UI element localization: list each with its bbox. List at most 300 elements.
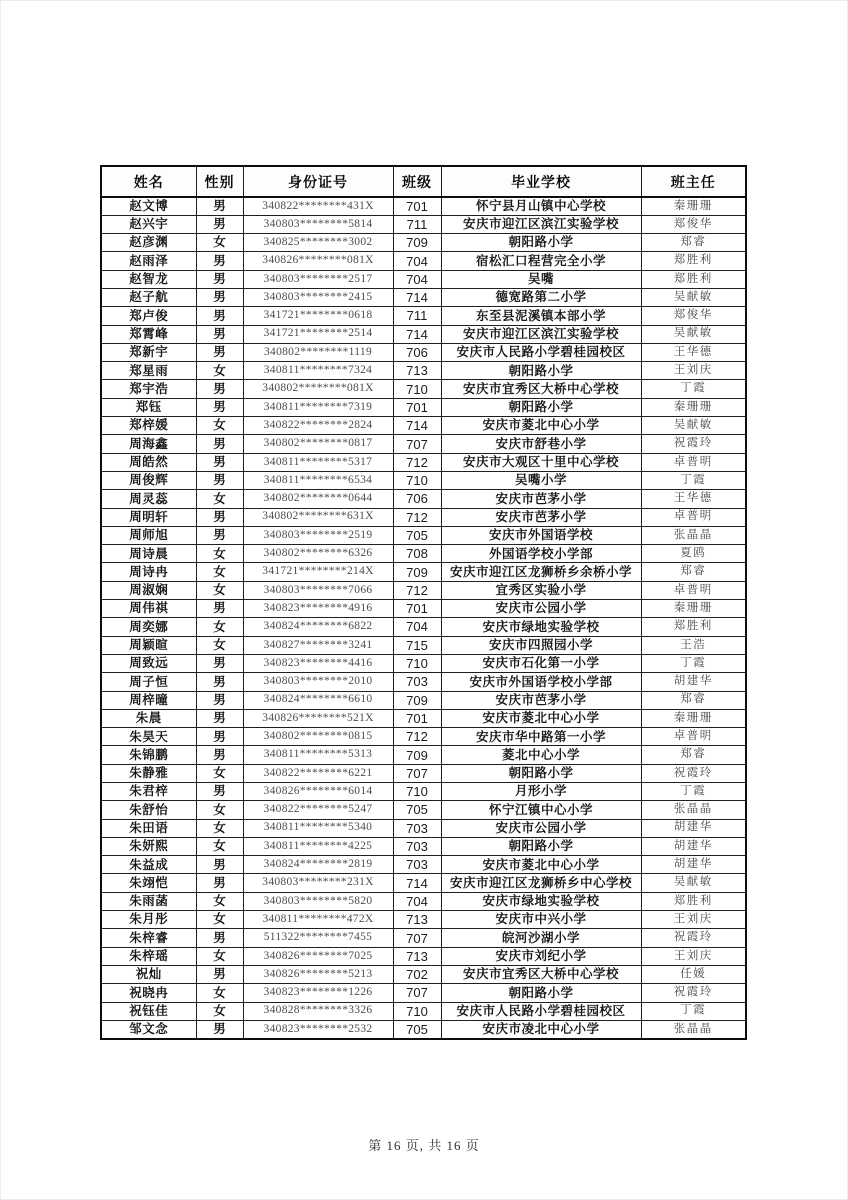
cell-class: 701 bbox=[393, 709, 441, 727]
cell-teacher: 胡建华 bbox=[641, 856, 746, 874]
cell-id-number: 340803********2010 bbox=[243, 673, 393, 691]
table-row bbox=[101, 545, 746, 563]
cell-teacher: 吴献敏 bbox=[641, 288, 746, 306]
cell-class: 708 bbox=[393, 545, 441, 563]
cell-teacher: 秦珊珊 bbox=[641, 600, 746, 618]
cell-school: 安庆市迎江区龙狮桥乡中心学校 bbox=[441, 874, 641, 892]
cell-id-number: 340802********1119 bbox=[243, 343, 393, 361]
table-row bbox=[101, 636, 746, 654]
cell-id-number: 340802********0644 bbox=[243, 490, 393, 508]
cell-gender: 男 bbox=[196, 435, 243, 453]
cell-id-number: 340811********7319 bbox=[243, 398, 393, 416]
cell-name: 周梓曈 bbox=[101, 691, 196, 709]
cell-school: 安庆市宜秀区大桥中心学校 bbox=[441, 965, 641, 983]
cell-id-number: 340803********2415 bbox=[243, 288, 393, 306]
cell-name: 郑钰 bbox=[101, 398, 196, 416]
cell-class: 714 bbox=[393, 288, 441, 306]
cell-teacher: 王刘庆 bbox=[641, 911, 746, 929]
cell-id-number: 340827********3241 bbox=[243, 636, 393, 654]
cell-teacher: 郑睿 bbox=[641, 691, 746, 709]
cell-teacher: 丁霞 bbox=[641, 783, 746, 801]
cell-name: 朱益成 bbox=[101, 856, 196, 874]
cell-class: 703 bbox=[393, 819, 441, 837]
column-header-id-number: 身份证号 bbox=[243, 166, 393, 197]
cell-teacher: 胡建华 bbox=[641, 819, 746, 837]
cell-school: 朝阳路小学 bbox=[441, 398, 641, 416]
cell-name: 周奕娜 bbox=[101, 618, 196, 636]
cell-school: 安庆市华中路第一小学 bbox=[441, 728, 641, 746]
cell-school: 朝阳路小学 bbox=[441, 764, 641, 782]
cell-school: 安庆市凌北中心小学 bbox=[441, 1020, 641, 1038]
cell-gender: 男 bbox=[196, 325, 243, 343]
table-row bbox=[101, 490, 746, 508]
cell-name: 周致远 bbox=[101, 654, 196, 672]
cell-name: 周明轩 bbox=[101, 508, 196, 526]
cell-gender: 女 bbox=[196, 636, 243, 654]
column-header-class: 班级 bbox=[393, 166, 441, 197]
cell-class: 710 bbox=[393, 1002, 441, 1020]
cell-teacher: 张晶晶 bbox=[641, 1020, 746, 1038]
cell-class: 705 bbox=[393, 1020, 441, 1038]
cell-name: 周淑娴 bbox=[101, 581, 196, 599]
column-header-gender: 性别 bbox=[196, 166, 243, 197]
table-row bbox=[101, 343, 746, 361]
cell-id-number: 340826********5213 bbox=[243, 965, 393, 983]
table-row bbox=[101, 618, 746, 636]
cell-id-number: 340823********4416 bbox=[243, 654, 393, 672]
cell-name: 朱田语 bbox=[101, 819, 196, 837]
cell-teacher: 郑睿 bbox=[641, 746, 746, 764]
cell-school: 安庆市迎江区龙狮桥乡余桥小学 bbox=[441, 563, 641, 581]
cell-name: 朱舒怡 bbox=[101, 801, 196, 819]
cell-class: 714 bbox=[393, 874, 441, 892]
cell-gender: 男 bbox=[196, 929, 243, 947]
cell-name: 祝晓冉 bbox=[101, 984, 196, 1002]
cell-class: 703 bbox=[393, 837, 441, 855]
cell-gender: 女 bbox=[196, 801, 243, 819]
cell-gender: 女 bbox=[196, 581, 243, 599]
cell-id-number: 340822********431X bbox=[243, 197, 393, 215]
student-roster-table bbox=[100, 165, 747, 1040]
cell-teacher: 郑胜利 bbox=[641, 270, 746, 288]
cell-class: 709 bbox=[393, 746, 441, 764]
cell-name: 周灵蕊 bbox=[101, 490, 196, 508]
cell-gender: 女 bbox=[196, 947, 243, 965]
cell-name: 朱昊天 bbox=[101, 728, 196, 746]
cell-school: 月形小学 bbox=[441, 783, 641, 801]
cell-school: 安庆市迎江区滨江实验学校 bbox=[441, 215, 641, 233]
cell-name: 周颖暄 bbox=[101, 636, 196, 654]
cell-name: 郑宇浩 bbox=[101, 380, 196, 398]
cell-class: 711 bbox=[393, 215, 441, 233]
cell-id-number: 340824********6610 bbox=[243, 691, 393, 709]
cell-name: 朱梓瑶 bbox=[101, 947, 196, 965]
table-row bbox=[101, 984, 746, 1002]
cell-id-number: 511322********7455 bbox=[243, 929, 393, 947]
cell-class: 710 bbox=[393, 783, 441, 801]
cell-class: 711 bbox=[393, 307, 441, 325]
cell-name: 赵子航 bbox=[101, 288, 196, 306]
table-row bbox=[101, 691, 746, 709]
cell-school: 怀宁县月山镇中心学校 bbox=[441, 197, 641, 215]
cell-class: 707 bbox=[393, 435, 441, 453]
table-row bbox=[101, 325, 746, 343]
cell-name: 赵兴宇 bbox=[101, 215, 196, 233]
table-row bbox=[101, 965, 746, 983]
cell-id-number: 340811********5340 bbox=[243, 819, 393, 837]
cell-teacher: 王刘庆 bbox=[641, 947, 746, 965]
cell-teacher: 胡建华 bbox=[641, 673, 746, 691]
cell-name: 赵彦渊 bbox=[101, 234, 196, 252]
cell-class: 710 bbox=[393, 471, 441, 489]
cell-school: 安庆市舒巷小学 bbox=[441, 435, 641, 453]
cell-teacher: 卓普明 bbox=[641, 453, 746, 471]
cell-name: 朱锦鹏 bbox=[101, 746, 196, 764]
cell-teacher: 秦珊珊 bbox=[641, 709, 746, 727]
cell-school: 安庆市芭茅小学 bbox=[441, 490, 641, 508]
cell-id-number: 340811********4225 bbox=[243, 837, 393, 855]
cell-class: 709 bbox=[393, 234, 441, 252]
cell-teacher: 王浩 bbox=[641, 636, 746, 654]
table-row bbox=[101, 673, 746, 691]
cell-name: 祝灿 bbox=[101, 965, 196, 983]
cell-id-number: 340826********081X bbox=[243, 252, 393, 270]
cell-school: 安庆市石化第一小学 bbox=[441, 654, 641, 672]
cell-name: 朱妍熙 bbox=[101, 837, 196, 855]
cell-gender: 男 bbox=[196, 874, 243, 892]
cell-class: 710 bbox=[393, 380, 441, 398]
cell-gender: 女 bbox=[196, 837, 243, 855]
table-row bbox=[101, 398, 746, 416]
cell-class: 709 bbox=[393, 563, 441, 581]
table-row bbox=[101, 728, 746, 746]
cell-class: 705 bbox=[393, 801, 441, 819]
column-header-name: 姓名 bbox=[101, 166, 196, 197]
cell-id-number: 340803********5814 bbox=[243, 215, 393, 233]
cell-teacher: 张晶晶 bbox=[641, 801, 746, 819]
cell-id-number: 340811********472X bbox=[243, 911, 393, 929]
cell-school: 安庆市绿地实验学校 bbox=[441, 618, 641, 636]
cell-school: 宿松汇口程营完全小学 bbox=[441, 252, 641, 270]
cell-school: 安庆市宜秀区大桥中心学校 bbox=[441, 380, 641, 398]
cell-name: 朱月彤 bbox=[101, 911, 196, 929]
cell-id-number: 340823********4916 bbox=[243, 600, 393, 618]
cell-gender: 男 bbox=[196, 1020, 243, 1038]
cell-class: 704 bbox=[393, 892, 441, 910]
table-row bbox=[101, 783, 746, 801]
table-row bbox=[101, 453, 746, 471]
cell-school: 安庆市芭茅小学 bbox=[441, 691, 641, 709]
cell-school: 德宽路第二小学 bbox=[441, 288, 641, 306]
cell-school: 安庆市中兴小学 bbox=[441, 911, 641, 929]
column-header-school: 毕业学校 bbox=[441, 166, 641, 197]
cell-name: 赵智龙 bbox=[101, 270, 196, 288]
cell-school: 安庆市刘纪小学 bbox=[441, 947, 641, 965]
cell-gender: 男 bbox=[196, 307, 243, 325]
table-row bbox=[101, 307, 746, 325]
cell-id-number: 340822********2824 bbox=[243, 417, 393, 435]
cell-id-number: 340826********6014 bbox=[243, 783, 393, 801]
table-row bbox=[101, 417, 746, 435]
cell-id-number: 340822********6221 bbox=[243, 764, 393, 782]
cell-gender: 男 bbox=[196, 197, 243, 215]
cell-teacher: 郑胜利 bbox=[641, 252, 746, 270]
table-row bbox=[101, 215, 746, 233]
cell-class: 704 bbox=[393, 270, 441, 288]
table-row bbox=[101, 911, 746, 929]
cell-class: 702 bbox=[393, 965, 441, 983]
cell-class: 715 bbox=[393, 636, 441, 654]
cell-name: 朱梓睿 bbox=[101, 929, 196, 947]
table-row bbox=[101, 234, 746, 252]
cell-id-number: 340824********6822 bbox=[243, 618, 393, 636]
cell-id-number: 340823********1226 bbox=[243, 984, 393, 1002]
cell-name: 周皓然 bbox=[101, 453, 196, 471]
cell-school: 宜秀区实验小学 bbox=[441, 581, 641, 599]
cell-gender: 女 bbox=[196, 618, 243, 636]
cell-class: 713 bbox=[393, 947, 441, 965]
table-row bbox=[101, 947, 746, 965]
cell-class: 712 bbox=[393, 581, 441, 599]
cell-id-number: 340803********5820 bbox=[243, 892, 393, 910]
cell-school: 朝阳路小学 bbox=[441, 362, 641, 380]
table-row bbox=[101, 892, 746, 910]
cell-teacher: 郑胜利 bbox=[641, 618, 746, 636]
cell-teacher: 王华德 bbox=[641, 343, 746, 361]
cell-id-number: 340802********081X bbox=[243, 380, 393, 398]
cell-gender: 男 bbox=[196, 343, 243, 361]
cell-school: 外国语学校小学部 bbox=[441, 545, 641, 563]
cell-class: 712 bbox=[393, 453, 441, 471]
cell-school: 安庆市菱北中心小学 bbox=[441, 856, 641, 874]
cell-id-number: 340826********521X bbox=[243, 709, 393, 727]
table-row bbox=[101, 508, 746, 526]
cell-class: 701 bbox=[393, 600, 441, 618]
table-row bbox=[101, 819, 746, 837]
cell-id-number: 341721********2514 bbox=[243, 325, 393, 343]
cell-school: 安庆市大观区十里中心学校 bbox=[441, 453, 641, 471]
cell-school: 怀宁江镇中心小学 bbox=[441, 801, 641, 819]
cell-school: 安庆市芭茅小学 bbox=[441, 508, 641, 526]
cell-school: 安庆市绿地实验学校 bbox=[441, 892, 641, 910]
cell-class: 709 bbox=[393, 691, 441, 709]
cell-gender: 男 bbox=[196, 380, 243, 398]
cell-id-number: 340824********2819 bbox=[243, 856, 393, 874]
cell-name: 祝钰佳 bbox=[101, 1002, 196, 1020]
cell-teacher: 吴献敏 bbox=[641, 417, 746, 435]
cell-teacher: 吴献敏 bbox=[641, 325, 746, 343]
cell-class: 705 bbox=[393, 526, 441, 544]
cell-gender: 男 bbox=[196, 856, 243, 874]
cell-teacher: 卓普明 bbox=[641, 508, 746, 526]
cell-id-number: 340803********2519 bbox=[243, 526, 393, 544]
cell-teacher: 王华德 bbox=[641, 490, 746, 508]
table-row bbox=[101, 1002, 746, 1020]
cell-school: 皖河沙湖小学 bbox=[441, 929, 641, 947]
cell-school: 东至县泥溪镇本部小学 bbox=[441, 307, 641, 325]
cell-id-number: 340803********2517 bbox=[243, 270, 393, 288]
cell-id-number: 340802********0815 bbox=[243, 728, 393, 746]
table-row bbox=[101, 600, 746, 618]
cell-class: 713 bbox=[393, 911, 441, 929]
cell-gender: 女 bbox=[196, 911, 243, 929]
cell-name: 朱静雅 bbox=[101, 764, 196, 782]
cell-school: 安庆市公园小学 bbox=[441, 600, 641, 618]
cell-name: 周伟祺 bbox=[101, 600, 196, 618]
cell-gender: 女 bbox=[196, 984, 243, 1002]
cell-teacher: 祝霞玲 bbox=[641, 929, 746, 947]
cell-class: 704 bbox=[393, 252, 441, 270]
cell-teacher: 任媛 bbox=[641, 965, 746, 983]
cell-name: 周诗冉 bbox=[101, 563, 196, 581]
table-row bbox=[101, 197, 746, 215]
cell-gender: 男 bbox=[196, 673, 243, 691]
cell-name: 周子恒 bbox=[101, 673, 196, 691]
cell-gender: 女 bbox=[196, 490, 243, 508]
cell-name: 朱翊恺 bbox=[101, 874, 196, 892]
table-row bbox=[101, 362, 746, 380]
cell-gender: 男 bbox=[196, 691, 243, 709]
cell-id-number: 340811********5313 bbox=[243, 746, 393, 764]
cell-teacher: 丁霞 bbox=[641, 380, 746, 398]
cell-name: 周俊辉 bbox=[101, 471, 196, 489]
table-row bbox=[101, 526, 746, 544]
cell-gender: 男 bbox=[196, 746, 243, 764]
cell-gender: 女 bbox=[196, 417, 243, 435]
table-row bbox=[101, 380, 746, 398]
cell-class: 712 bbox=[393, 508, 441, 526]
table-row bbox=[101, 270, 746, 288]
cell-name: 周诗晨 bbox=[101, 545, 196, 563]
cell-gender: 男 bbox=[196, 215, 243, 233]
cell-name: 赵文博 bbox=[101, 197, 196, 215]
cell-teacher: 祝霞玲 bbox=[641, 764, 746, 782]
cell-id-number: 340823********2532 bbox=[243, 1020, 393, 1038]
table-row bbox=[101, 435, 746, 453]
cell-class: 703 bbox=[393, 856, 441, 874]
cell-name: 朱晨 bbox=[101, 709, 196, 727]
cell-teacher: 郑胜利 bbox=[641, 892, 746, 910]
cell-gender: 男 bbox=[196, 453, 243, 471]
cell-gender: 女 bbox=[196, 362, 243, 380]
table-row bbox=[101, 563, 746, 581]
table-header-row bbox=[101, 166, 746, 197]
table-row bbox=[101, 252, 746, 270]
cell-gender: 男 bbox=[196, 288, 243, 306]
cell-school: 吴嘴小学 bbox=[441, 471, 641, 489]
cell-id-number: 340802********0817 bbox=[243, 435, 393, 453]
cell-id-number: 340825********3002 bbox=[243, 234, 393, 252]
cell-teacher: 郑俊华 bbox=[641, 307, 746, 325]
cell-class: 707 bbox=[393, 764, 441, 782]
cell-name: 周海鑫 bbox=[101, 435, 196, 453]
cell-gender: 男 bbox=[196, 270, 243, 288]
cell-teacher: 丁霞 bbox=[641, 1002, 746, 1020]
cell-class: 707 bbox=[393, 929, 441, 947]
cell-class: 701 bbox=[393, 398, 441, 416]
cell-gender: 女 bbox=[196, 892, 243, 910]
cell-teacher: 胡建华 bbox=[641, 837, 746, 855]
cell-school: 安庆市人民路小学碧桂园校区 bbox=[441, 343, 641, 361]
table-row bbox=[101, 581, 746, 599]
table-row bbox=[101, 801, 746, 819]
table-row bbox=[101, 471, 746, 489]
cell-gender: 男 bbox=[196, 526, 243, 544]
cell-class: 706 bbox=[393, 343, 441, 361]
cell-name: 朱雨菡 bbox=[101, 892, 196, 910]
cell-school: 安庆市菱北中心小学 bbox=[441, 709, 641, 727]
table-row bbox=[101, 856, 746, 874]
cell-id-number: 340802********6326 bbox=[243, 545, 393, 563]
cell-gender: 男 bbox=[196, 709, 243, 727]
cell-school: 安庆市公园小学 bbox=[441, 819, 641, 837]
cell-class: 704 bbox=[393, 618, 441, 636]
cell-id-number: 340803********7066 bbox=[243, 581, 393, 599]
cell-gender: 女 bbox=[196, 563, 243, 581]
cell-class: 701 bbox=[393, 197, 441, 215]
cell-school: 朝阳路小学 bbox=[441, 837, 641, 855]
cell-id-number: 340803********231X bbox=[243, 874, 393, 892]
table-row bbox=[101, 746, 746, 764]
cell-school: 朝阳路小学 bbox=[441, 984, 641, 1002]
cell-name: 郑新宇 bbox=[101, 343, 196, 361]
cell-gender: 男 bbox=[196, 728, 243, 746]
column-header-teacher: 班主任 bbox=[641, 166, 746, 197]
cell-teacher: 丁霞 bbox=[641, 471, 746, 489]
cell-teacher: 祝霞玲 bbox=[641, 984, 746, 1002]
cell-teacher: 夏鸥 bbox=[641, 545, 746, 563]
cell-gender: 女 bbox=[196, 1002, 243, 1020]
cell-name: 朱君梓 bbox=[101, 783, 196, 801]
cell-gender: 男 bbox=[196, 600, 243, 618]
cell-name: 邹文念 bbox=[101, 1020, 196, 1038]
cell-id-number: 340802********631X bbox=[243, 508, 393, 526]
table-row bbox=[101, 929, 746, 947]
cell-teacher: 吴献敏 bbox=[641, 874, 746, 892]
cell-id-number: 340811********7324 bbox=[243, 362, 393, 380]
cell-class: 707 bbox=[393, 984, 441, 1002]
table-body bbox=[101, 197, 746, 1039]
cell-teacher: 卓普明 bbox=[641, 581, 746, 599]
cell-school: 安庆市人民路小学碧桂园校区 bbox=[441, 1002, 641, 1020]
cell-teacher: 郑睿 bbox=[641, 234, 746, 252]
cell-teacher: 郑俊华 bbox=[641, 215, 746, 233]
cell-id-number: 341721********214X bbox=[243, 563, 393, 581]
cell-class: 712 bbox=[393, 728, 441, 746]
cell-class: 713 bbox=[393, 362, 441, 380]
table-row bbox=[101, 288, 746, 306]
cell-gender: 女 bbox=[196, 819, 243, 837]
cell-teacher: 祝霞玲 bbox=[641, 435, 746, 453]
cell-class: 703 bbox=[393, 673, 441, 691]
table-row bbox=[101, 764, 746, 782]
table-row bbox=[101, 709, 746, 727]
cell-school: 安庆市四照园小学 bbox=[441, 636, 641, 654]
cell-id-number: 340826********7025 bbox=[243, 947, 393, 965]
student-roster-table-container bbox=[100, 165, 746, 1040]
cell-gender: 男 bbox=[196, 252, 243, 270]
cell-school: 吴嘴 bbox=[441, 270, 641, 288]
cell-gender: 男 bbox=[196, 654, 243, 672]
cell-gender: 女 bbox=[196, 764, 243, 782]
cell-gender: 男 bbox=[196, 398, 243, 416]
cell-gender: 男 bbox=[196, 508, 243, 526]
cell-gender: 女 bbox=[196, 545, 243, 563]
cell-school: 安庆市外国语学校 bbox=[441, 526, 641, 544]
cell-name: 郑卢俊 bbox=[101, 307, 196, 325]
cell-teacher: 张晶晶 bbox=[641, 526, 746, 544]
cell-teacher: 秦珊珊 bbox=[641, 197, 746, 215]
